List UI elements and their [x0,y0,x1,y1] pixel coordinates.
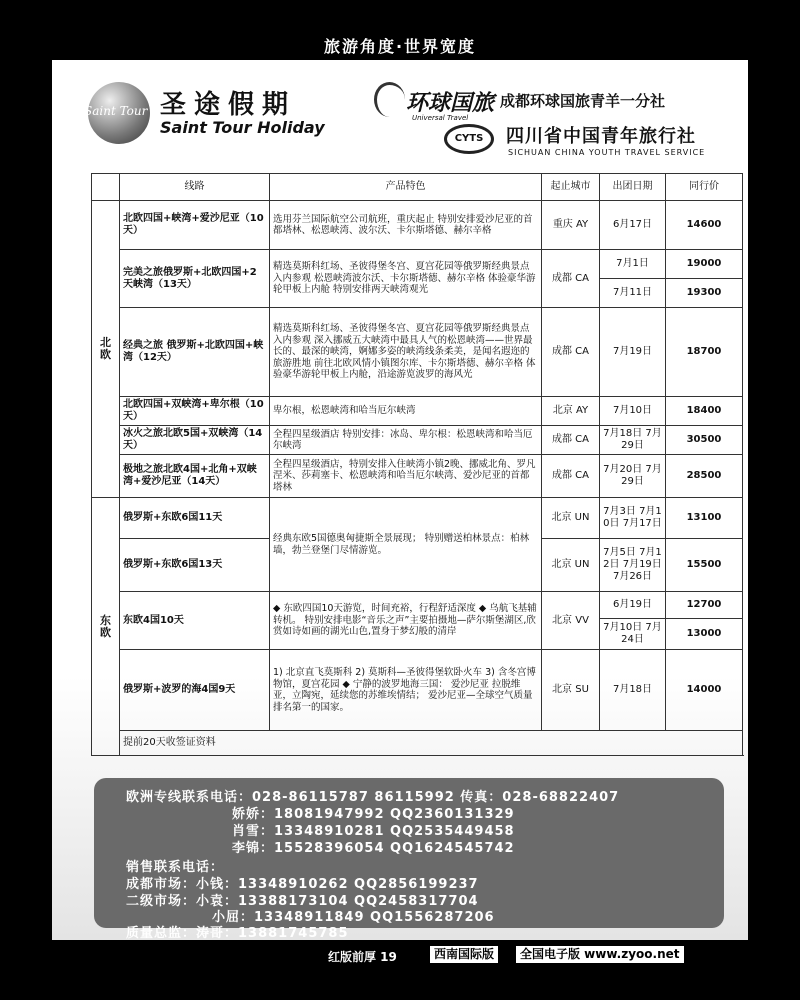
city-cell: 北京 UN [542,498,600,539]
contact-lijin: 李锦：15528396054 QQ1624545742 [232,841,515,856]
date-cell: 7月18日 7月29日 [600,426,666,455]
route-cell: 俄罗斯+东欧6国13天 [120,539,270,592]
city-cell: 成都 CA [542,426,600,455]
footer-site: 全国电子版 www.zyoo.net [516,946,684,963]
route-cell: 极地之旅北欧4国+北角+双峡湾+爱沙尼亚（14天） [120,455,270,498]
table-header-row [92,174,743,201]
date-cell: 7月18日 [600,650,666,731]
contact-second-qu: 小屈：13348911849 QQ1556287206 [212,910,495,925]
table-row [92,731,743,756]
header-route: 线路 [120,174,270,201]
price-cell: 18400 [666,397,743,426]
city-cell: 北京 VV [542,592,600,650]
feature-cell: 精选莫斯科红场、圣彼得堡冬宫、夏宫花园等俄罗斯经典景点入内参观 松恩峡湾波尔沃、卡尔斯塔德、赫尔辛格 体验豪华游轮甲板上内舱 特别安排两天峡湾观光 [270,250,542,308]
logo-header [52,60,748,168]
route-cell: 俄罗斯+波罗的海4国9天 [120,650,270,731]
contact-quality: 质量总监：涛哥：13881745785 [126,926,349,941]
feature-cell: 经典东欧5国德奥匈捷斯全景展现； 特别赠送柏林景点：柏林墙，勃兰登堡门尽情游览。 [270,498,542,592]
table-row [92,426,743,455]
table-row [92,498,743,539]
cyts-en: SICHUAN CHINA YOUTH TRAVEL SERVICE [508,148,706,157]
price-cell: 15500 [666,539,743,592]
cyts-cn: 四川省中国青年旅行社 [506,126,696,147]
saint-tour-cn: 圣途假期 [160,90,297,120]
contact-jiaojiao: 娇娇：18081947992 QQ2360131329 [232,807,515,822]
city-cell: 成都 CA [542,308,600,397]
city-cell: 成都 CA [542,455,600,498]
table-row [92,455,743,498]
route-cell: 经典之旅 俄罗斯+北欧四国+峡湾（12天） [120,308,270,397]
header-price: 同行价 [666,174,743,201]
price-cell: 30500 [666,426,743,455]
date-cell: 7月5日 7月12日 7月19日 7月26日 [600,539,666,592]
date-cell: 7月3日 7月10日 7月17日 [600,498,666,539]
feature-cell: 卑尔根，松恩峡湾和哈当厄尔峡湾 [270,397,542,426]
feature-cell: 全程四星级酒店，特别安排入住峡湾小镇2晚、挪威北角、罗凡涅米、莎莉塞卡、松恩峡湾和哈当厄尔峡湾、爱沙尼亚的首都塔林 [270,455,542,498]
footer-edition: 西南国际版 [430,946,498,963]
route-cell: 完美之旅俄罗斯+北欧四国+2天峡湾（13天） [120,250,270,308]
header-city: 起止城市 [542,174,600,201]
footer-left: 红版前厚 19 [328,950,397,964]
route-cell: 俄罗斯+东欧6国11天 [120,498,270,539]
date-cell: 7月1日 [600,250,666,279]
city-cell: 重庆 AY [542,201,600,250]
date-cell: 7月19日 [600,308,666,397]
price-cell: 28500 [666,455,743,498]
globe-text: Saint Tour [84,104,148,118]
price-cell: 14000 [666,650,743,731]
contact-xiaoxue: 肖雪：13348910281 QQ2535449458 [232,824,515,839]
universal-en: Universal Travel [412,114,469,122]
contact-second-yuan: 二级市场：小袁：13388173104 QQ2458317704 [126,894,479,909]
region-north: 北欧 [92,201,120,498]
header-feature: 产品特色 [270,174,542,201]
date-cell: 6月17日 [600,201,666,250]
page-banner: 旅游角度·世界宽度 [323,37,477,56]
date-cell: 7月20日 7月29日 [600,455,666,498]
universal-logo-icon [374,82,405,117]
route-cell: 东欧4国10天 [120,592,270,650]
date-cell: 6月19日 [600,592,666,619]
city-cell: 北京 SU [542,650,600,731]
feature-cell: 1) 北京直飞莫斯科 2) 莫斯科—圣彼得堡软卧火车 3) 含冬宫博物馆，夏宫花园 ◆ 宁静的波罗地海三国： 爱沙尼亚 拉脱维亚，立陶宛，延续您的苏维埃情结； 爱沙尼亚—全球空气质量排名第一的国家。 [270,650,542,731]
table-row [92,592,743,619]
tour-table [91,173,743,756]
header-date: 出团日期 [600,174,666,201]
price-cell: 19300 [666,279,743,308]
contact-chengdu: 成都市场：小钱：13348910262 QQ2856199237 [126,877,479,892]
city-cell: 北京 AY [542,397,600,426]
universal-company: 成都环球国旅青羊一分社 [500,92,666,110]
saint-tour-en: Saint Tour Holiday [160,118,325,137]
date-cell: 7月10日 [600,397,666,426]
city-cell: 北京 UN [542,539,600,592]
feature-cell: ◆ 东欧四国10天游览，时间充裕，行程舒适深度 ◆ 乌航飞基辅转机。 特别安排电影“音乐之声”主要拍摄地—萨尔斯堡湖区,欣赏如诗如画的湖光山色,置身于梦幻般的清岸 [270,592,542,650]
table-row [92,650,743,731]
feature-cell: 精选莫斯科红场、圣彼得堡冬宫、夏宫花园等俄罗斯经典景点入内参观 深入挪威五大峡湾中最具人气的松恩峡湾——世界最长的、最深的峡湾，婀娜多姿的峡湾线条柔美，是闻名遐迩的旅游胜地 前往北欧风情小镇图尔库、卡尔斯塔德、赫尔辛格 体验豪华游轮甲板上内舱，沿途游览波罗的海风光 [270,308,542,397]
table-row [92,308,743,397]
contact-box [94,778,724,941]
cyts-logo-icon: CYTS [444,124,494,154]
table-row [92,201,743,250]
price-cell: 13000 [666,619,743,650]
price-cell: 14600 [666,201,743,250]
visa-note: 提前20天收签证资料 [120,731,743,756]
content-panel [52,60,748,940]
route-cell: 北欧四国+峡湾+爱沙尼亚（10天） [120,201,270,250]
price-cell: 12700 [666,592,743,619]
table-row [92,397,743,426]
region-east: 东欧 [92,498,120,756]
city-cell: 成都 CA [542,250,600,308]
price-cell: 18700 [666,308,743,397]
route-cell: 冰火之旅北欧5国+双峡湾（14天） [120,426,270,455]
route-cell: 北欧四国+双峡湾+卑尔根（10天） [120,397,270,426]
date-cell: 7月10日 7月24日 [600,619,666,650]
price-cell: 13100 [666,498,743,539]
europe-line: 欧洲专线联系电话：028-86115787 86115992 传真：028-68822407 [126,790,620,805]
price-cell: 19000 [666,250,743,279]
page-footer [0,940,800,1000]
feature-cell: 选用芬兰国际航空公司航班，重庆起止 特别安排爱沙尼亚的首都塔林、松恩峡湾、波尔沃、卡尔斯塔德、赫尔辛格 [270,201,542,250]
feature-cell: 全程四星级酒店 特别安排：冰岛、卑尔根：松恩峡湾和哈当厄尔峡湾 [270,426,542,455]
table-row [92,250,743,279]
date-cell: 7月11日 [600,279,666,308]
globe-icon [84,82,150,144]
universal-cn: 环球国旅 [406,91,495,116]
sales-title: 销售联系电话： [126,860,225,875]
